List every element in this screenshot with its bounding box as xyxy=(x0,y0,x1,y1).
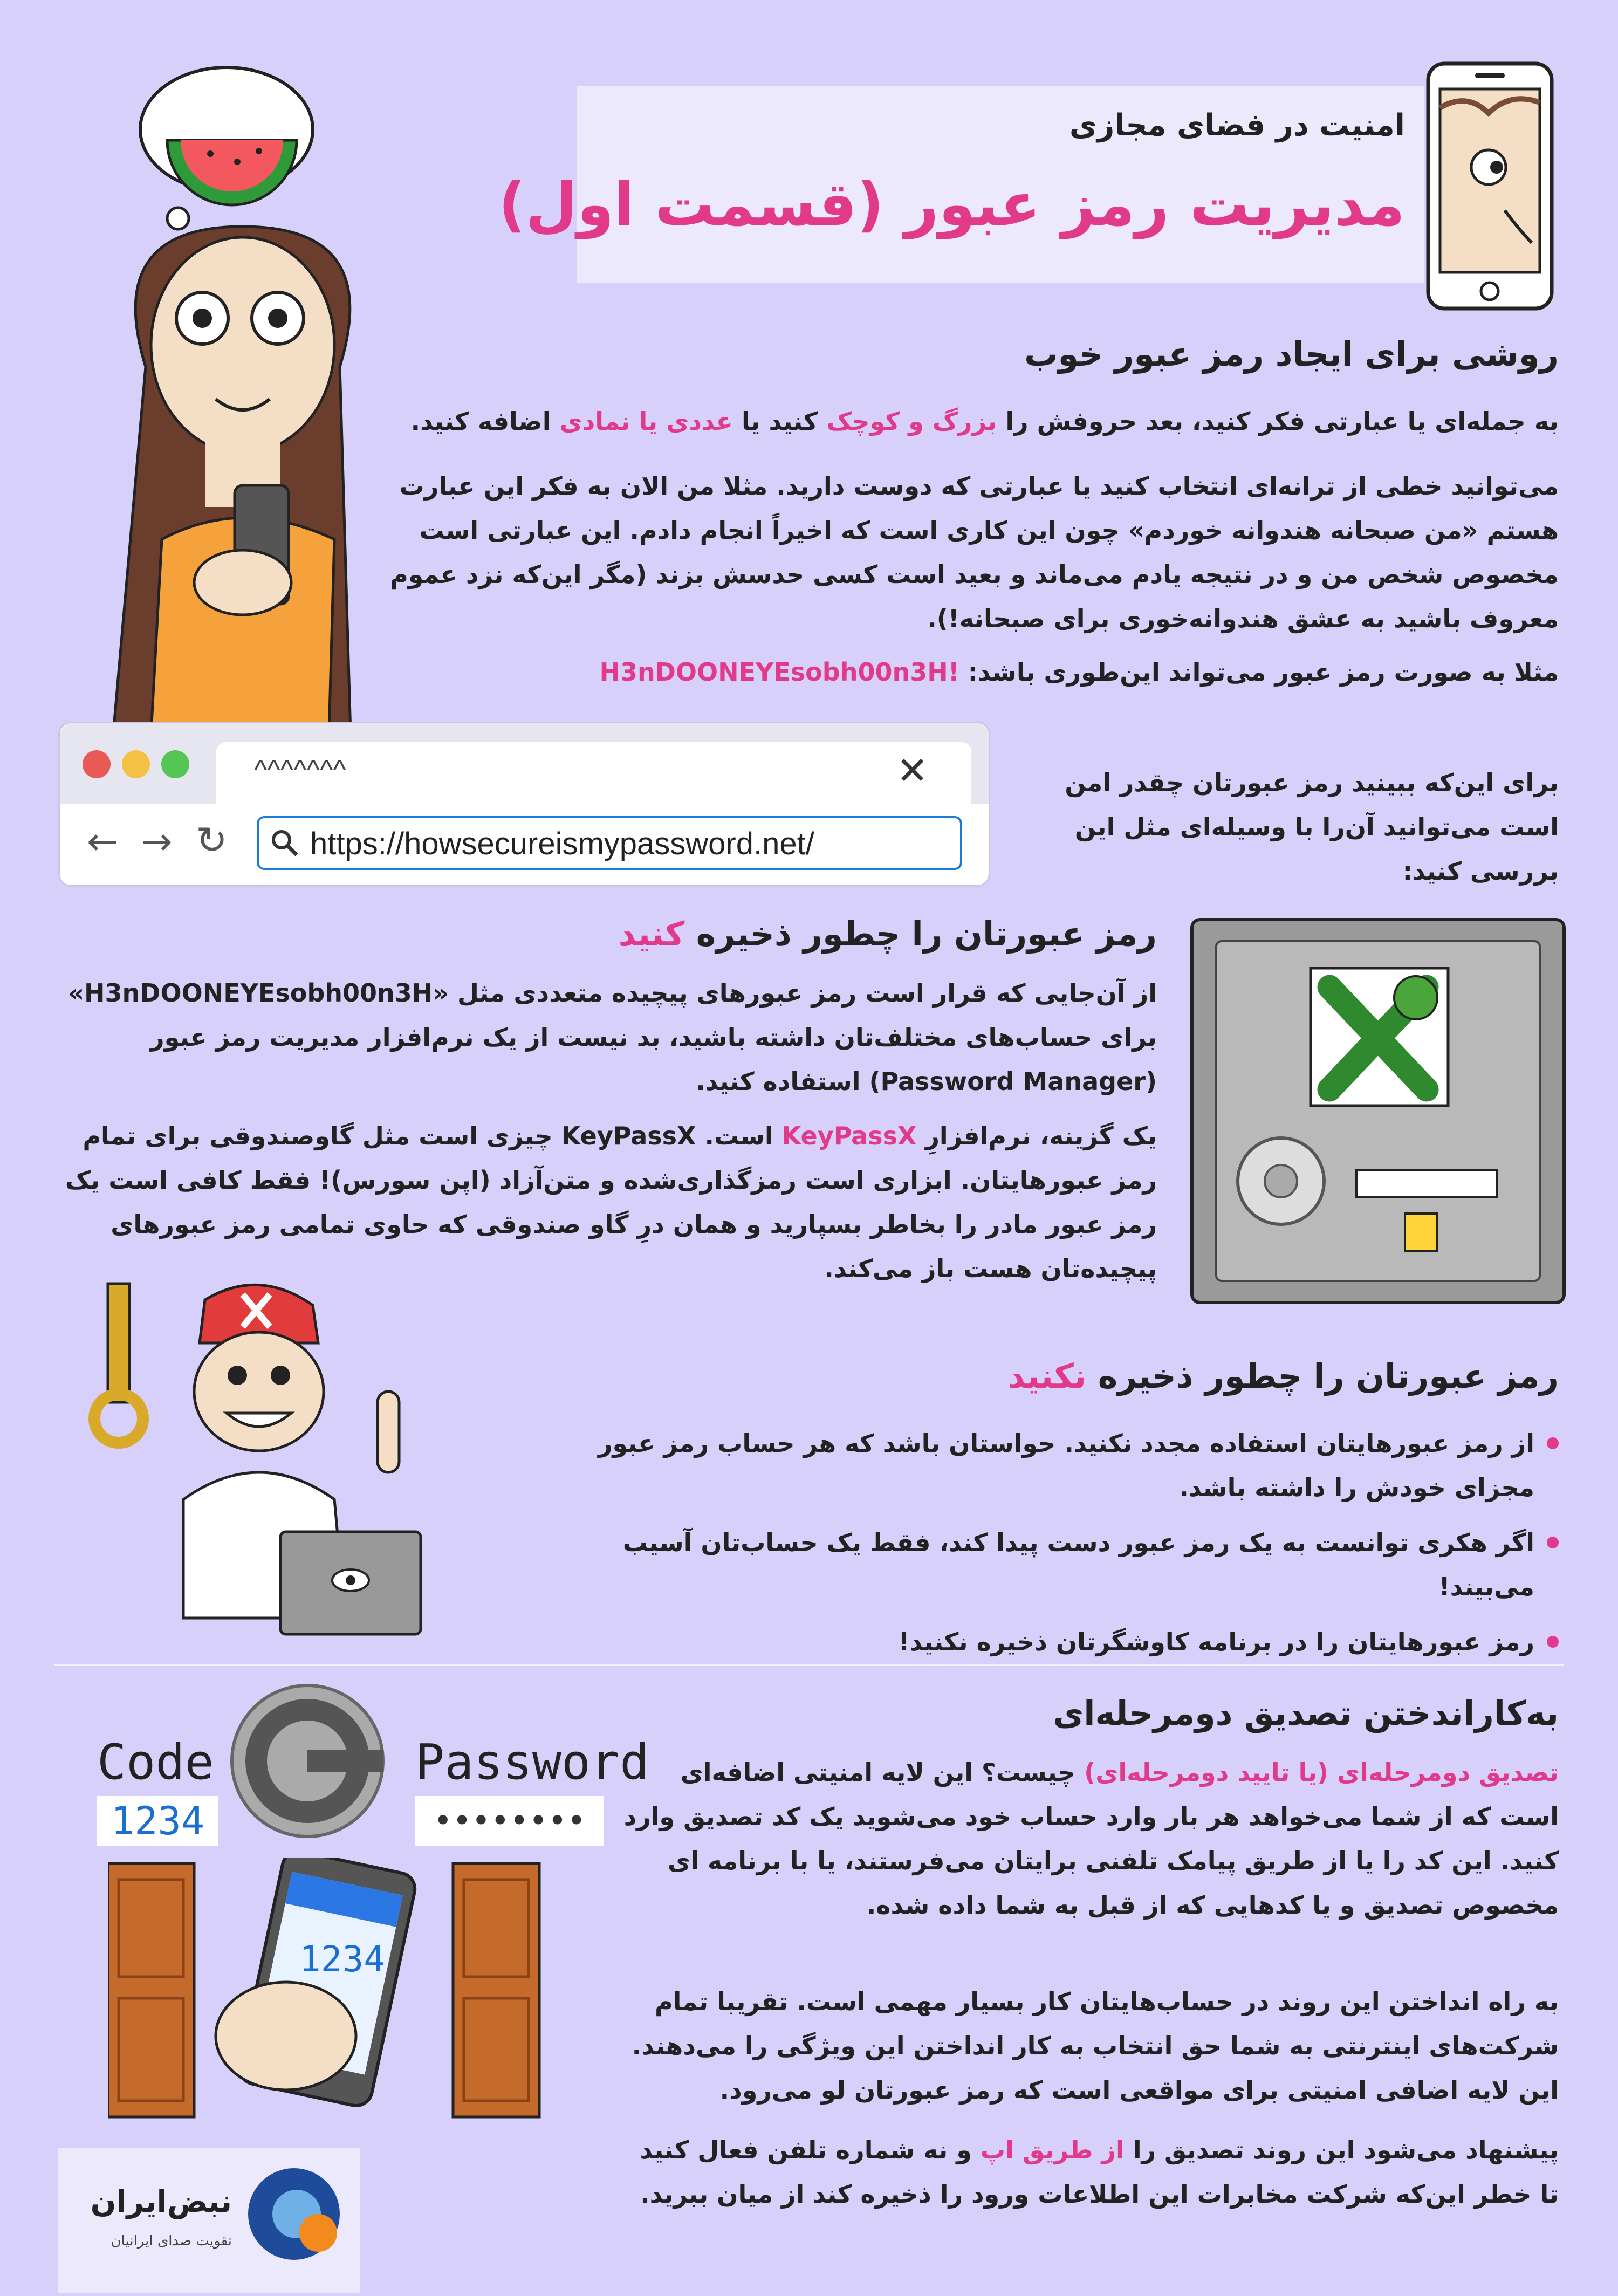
section4-heading: به‌کاراندختن تصدیق دومرحله‌ای xyxy=(1053,1694,1559,1733)
text-span: است. KeyPassX چیزی است مثل گاوصندوقی برای تمام رمز عبورهایتان. ابزاری است رمزگذاری‌شده و متن‌آزاد (اپن سورس)! فقط کافی است یک رمز عبور مادر را بخاطر بسپارید و همان درِ گاو صندوقی که حاوی تمامی رمز عبورهای پیچیده‌تان هست باز می‌کند. xyxy=(65,1121,1157,1283)
logo-tagline: تقویت صدای ایرانیان xyxy=(111,2233,232,2249)
highlight-app: از طریق اپ xyxy=(980,2135,1125,2164)
tab-title: ^^^^^^^ xyxy=(254,755,346,786)
browser-window xyxy=(58,722,990,887)
section1-paragraph2: می‌توانید خطی از ترانه‌ای انتخاب کنید یا عبارتی که دوست دارید. مثلا من الان به فکر این عبارت هستم «من صبحانه هندوانه خوردم» چون این کاری است که اخیراً انجام دادم. این عبارتی است مخصوص شخص من و در نتیجه یادم می‌ماند و بعید است کسی حدسش بزند (مگر این‌که نزد عموم معروف باشید به عشق هندوانه‌خوری برای صبحانه!). xyxy=(390,471,1559,633)
section3-heading xyxy=(1007,1356,1559,1396)
section2-paragraph1: از آن‌جایی که قرار است رمز عبورهای پیچیده متعددی مثل «H3nDOONEYEsobh00n3H» برای حساب‌های مختلف‌تان داشته باشید، بد نیست از یک نرم‌افزار مدیریت رمز عبور (Password Manager) استفاده کنید. xyxy=(68,978,1157,1096)
section3-bullets xyxy=(523,1421,1559,1664)
text-span: رمز عبورتان را چطور ذخیره xyxy=(1086,1356,1559,1396)
logo-name: نبض‌ایران xyxy=(90,2184,232,2219)
search-icon xyxy=(271,829,299,857)
text-span: اضافه کنید. xyxy=(410,407,560,436)
code-label: Code xyxy=(97,1734,214,1791)
close-dot-icon[interactable] xyxy=(83,750,111,778)
woman-with-phone-illustration xyxy=(81,65,404,734)
text-span: پیشنهاد می‌شود این روند تصدیق را xyxy=(1124,2135,1559,2164)
code-value: 1234 xyxy=(97,1796,218,1846)
highlight-dont: نکنید xyxy=(1007,1356,1087,1396)
list-item: اگر هکری توانست به یک رمز عبور دست پیدا کند، فقط یک حساب‌تان آسیب می‌بیند! xyxy=(523,1520,1559,1609)
highlight-do: کنید xyxy=(618,914,685,954)
section1-paragraph1 xyxy=(372,399,1559,443)
doors-and-phone-illustration xyxy=(108,1858,620,2139)
logo-mark-icon xyxy=(243,2163,345,2265)
section1-paragraph3 xyxy=(372,650,1559,694)
highlight-2fa: تصدیق دومرحله‌ای (یا تایید دومرحله‌ای) xyxy=(1084,1758,1559,1787)
password-label: Password xyxy=(415,1734,649,1791)
reload-icon[interactable]: ↻ xyxy=(196,818,228,862)
phone-code-text: 1234 xyxy=(299,1938,385,1980)
section2-heading xyxy=(619,914,1157,954)
section4-paragraph2: به راه انداختن این روند در حساب‌هایتان کار بسیار مهمی است. تقریبا تمام شرکت‌های اینترنتی به شما حق انتخاب به کار انداختن این ویژگی را می‌دهند. این لایه اضافی امنیتی برای مواقعی است که رمز عبورتان لو می‌رود. xyxy=(632,1987,1559,2105)
keypassx-name: KeyPassX xyxy=(781,1121,917,1150)
section-divider xyxy=(54,1664,1564,1666)
text-span: و نه شماره تلفن فعال کنید تا خطر این‌که شرکت مخابرات این اطلاعات ورود را ذخیره کند از میان ببرید. xyxy=(640,2135,1559,2209)
close-tab-icon[interactable]: ✕ xyxy=(896,749,928,793)
address-bar[interactable] xyxy=(257,816,962,870)
highlight-case: بزرگ و کوچک xyxy=(826,407,997,436)
back-arrow-icon[interactable]: ← xyxy=(87,819,119,863)
section2-paragraph2 xyxy=(62,1114,1157,1291)
password-dots: •••••••• xyxy=(415,1796,604,1846)
example-password: H3nDOONEYEsobh00n3H! xyxy=(599,657,959,687)
text-span: مثلا به صورت رمز عبور می‌تواند این‌طوری باشد: xyxy=(959,657,1559,687)
hacker-with-key-illustration xyxy=(65,1273,431,1640)
text-span: رمز عبورتان را چطور ذخیره xyxy=(684,914,1157,954)
highlight-symbols: عددی یا نمادی xyxy=(559,407,733,436)
list-item: از رمز عبورهایتان استفاده مجدد نکنید. حواستان باشد که هر حساب رمز عبور مجزای خودش را داشته باشد. xyxy=(523,1421,1559,1510)
section4-paragraph1 xyxy=(615,1750,1559,1927)
text-span: چیست؟ این لایه امنیتی اضافه‌ای است که از شما می‌خواهد هر بار وارد حساب خود می‌شوید یک کد تصدیق وارد کنید. این کد را یا از طریق پیامک تلفنی برایتان می‌فرستند، یا با برنامه ای مخصوص تصدیق و یا کدهایی که از قبل به شما داده شده. xyxy=(623,1758,1559,1920)
google-authenticator-icon xyxy=(227,1680,388,1842)
list-item: رمز عبورهایتان را در برنامه کاوشگرتان ذخیره نکنید! xyxy=(523,1620,1559,1664)
section1-heading: روشی برای ایجاد رمز عبور خوب xyxy=(1024,334,1559,374)
forward-arrow-icon[interactable]: → xyxy=(141,819,173,863)
phone-face-illustration xyxy=(1424,59,1556,313)
maximize-dot-icon[interactable] xyxy=(161,750,189,778)
text-span: به جمله‌ای یا عبارتی فکر کنید، بعد حروفش را xyxy=(997,407,1559,436)
page-title: مدیریت رمز عبور (قسمت اول) xyxy=(498,170,1405,239)
password-check-text: برای این‌که ببینید رمز عبورتان چقدر امن است می‌توانید آن‌را با وسیله‌ای مثل این بررسی کنید: xyxy=(1065,768,1559,886)
section4-paragraph3 xyxy=(615,2128,1559,2216)
minimize-dot-icon[interactable] xyxy=(122,750,150,778)
address-url: https://howsecureismypassword.net/ xyxy=(310,826,814,861)
header-kicker: امنیت در فضای مجازی xyxy=(1069,108,1405,143)
keypassx-safe-illustration xyxy=(1189,917,1567,1305)
text-span: کنید یا xyxy=(732,407,827,436)
text-span: یک گزینه، نرم‌افزارِ xyxy=(916,1121,1157,1150)
browser-tab[interactable] xyxy=(216,742,971,804)
